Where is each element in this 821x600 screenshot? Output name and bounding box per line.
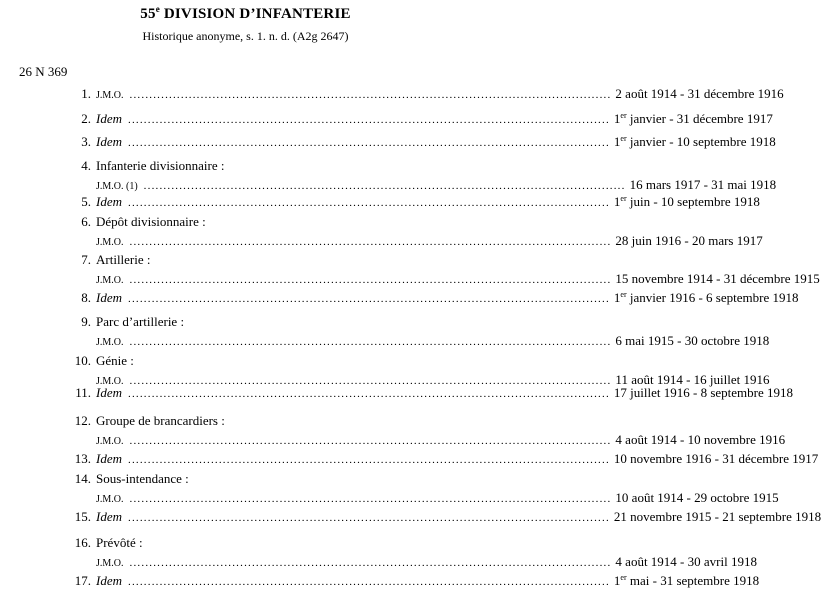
entry-heading: Infanterie divisionnaire : (96, 158, 225, 173)
entry-dates (615, 333, 769, 349)
entry-label: Idem (96, 111, 122, 126)
page-subtitle: Historique anonyme, s. 1. n. d. (A2g 2647) (142, 29, 349, 43)
dot-leader: .......................................................................................................................... (129, 236, 612, 248)
entry-label: J.M.O. (96, 436, 124, 447)
date-range: mai - 31 septembre 1918 (626, 573, 760, 588)
entry-dates (615, 233, 762, 249)
entry-dates (615, 86, 783, 102)
date-range: 10 août 1914 - 29 octobre 1915 (615, 490, 779, 505)
date-range: 16 mars 1917 - 31 mai 1918 (629, 177, 777, 192)
page-title (0, 6, 491, 23)
entry-line (96, 111, 773, 127)
date-range: 28 juin 1916 - 20 mars 1917 (615, 233, 763, 248)
entry-heading: Prévôté : (96, 535, 143, 550)
entry-dates (614, 111, 773, 127)
entry-dates (614, 451, 818, 467)
entry-number: 3. (81, 134, 91, 149)
date-day: 1 (613, 194, 621, 209)
entry-dates (614, 134, 776, 150)
entry-dates (614, 509, 821, 525)
date-ordinal: er (620, 573, 627, 582)
entry-dates (615, 554, 757, 570)
entry-number: 16. (74, 535, 91, 550)
entry-label: J.M.O. (96, 90, 124, 101)
entry-label: J.M.O. (96, 237, 124, 248)
entry-line (96, 333, 770, 349)
entry-number: 2. (81, 111, 91, 126)
entry-label: Idem (96, 290, 122, 305)
date-day: 1 (613, 290, 621, 305)
date-range: 6 mai 1915 - 30 octobre 1918 (615, 333, 770, 348)
entry-number: 11. (75, 385, 91, 400)
date-ordinal: er (620, 134, 627, 143)
entry-number: 12. (74, 413, 91, 428)
entry-line (96, 194, 760, 210)
entry-label: J.M.O. (1) (96, 181, 138, 192)
entry-heading: Artillerie : (96, 252, 151, 267)
dot-leader: .......................................................................................................................... (143, 180, 626, 192)
entry-number: 15. (74, 509, 91, 524)
dot-leader: .......................................................................................................................... (129, 557, 612, 569)
entry-heading: Parc d’artillerie : (96, 314, 185, 329)
date-range: janvier - 31 décembre 1917 (626, 111, 773, 126)
entry-number: 8. (81, 290, 91, 305)
entry-number: 9. (81, 314, 91, 329)
entry-number: 13. (74, 451, 91, 466)
entry-line (96, 432, 786, 448)
entry-heading: Génie : (96, 353, 134, 368)
entry-label: J.M.O. (96, 376, 124, 387)
entry-line (96, 134, 776, 150)
entry-line (96, 385, 793, 401)
entry-line (96, 573, 760, 589)
entry-label: Idem (96, 451, 122, 466)
date-ordinal: er (620, 194, 627, 203)
title-text: DIVISION D’INFANTERIE (159, 6, 351, 22)
date-range: 11 août 1914 - 16 juillet 1916 (615, 372, 770, 387)
date-range: 21 novembre 1915 - 21 septembre 1918 (613, 509, 821, 524)
dot-leader: .......................................................................................................................... (128, 576, 610, 588)
entry-dates (615, 271, 819, 287)
date-day: 1 (613, 134, 621, 149)
entry-label: J.M.O. (96, 337, 124, 348)
entry-line (96, 451, 819, 467)
entry-number: 1. (81, 86, 91, 101)
date-range: 15 novembre 1914 - 31 décembre 1915 (615, 271, 820, 286)
entry-heading: Dépôt divisionnaire : (96, 214, 206, 229)
date-range: 17 juillet 1916 - 8 septembre 1918 (613, 385, 793, 400)
entry-dates (615, 490, 778, 506)
entry-line (96, 490, 779, 506)
entry-label: J.M.O. (96, 558, 124, 569)
entry-heading: Groupe de brancardiers : (96, 413, 225, 428)
date-ordinal: er (620, 290, 627, 299)
archive-reference: 26 N 369 (19, 64, 68, 79)
date-range: janvier - 10 septembre 1918 (626, 134, 776, 149)
date-day: 1 (613, 111, 621, 126)
dot-leader: .......................................................................................................................... (129, 435, 612, 447)
entry-line (96, 233, 763, 249)
entry-dates (630, 177, 777, 193)
entry-dates (614, 194, 760, 210)
entry-number: 17. (74, 573, 91, 588)
entry-label: Idem (96, 134, 122, 149)
date-ordinal: er (620, 111, 627, 120)
date-range: 10 novembre 1916 - 31 décembre 1917 (613, 451, 819, 466)
entry-label: Idem (96, 385, 122, 400)
entry-number: 10. (74, 353, 91, 368)
title-superscript: e (155, 4, 160, 14)
dot-leader: .......................................................................................................................... (128, 512, 610, 524)
entry-label: Idem (96, 509, 122, 524)
entry-line (96, 86, 784, 102)
dot-leader: .......................................................................................................................... (128, 137, 610, 149)
dot-leader: .......................................................................................................................... (128, 114, 610, 126)
entry-line (96, 509, 821, 525)
dot-leader: .......................................................................................................................... (128, 293, 610, 305)
dot-leader: .......................................................................................................................... (128, 454, 610, 466)
date-day: 1 (613, 573, 621, 588)
entry-line (96, 271, 820, 287)
dot-leader: .......................................................................................................................... (129, 274, 612, 286)
entry-label: Idem (96, 573, 122, 588)
entry-heading: Sous-intendance : (96, 471, 189, 486)
entry-label: J.M.O. (96, 494, 124, 505)
entry-dates (614, 573, 759, 589)
entry-dates (614, 290, 799, 306)
dot-leader: .......................................................................................................................... (129, 493, 612, 505)
entry-number: 6. (81, 214, 91, 229)
date-range: 4 août 1914 - 10 novembre 1916 (615, 432, 786, 447)
entry-line (96, 177, 777, 193)
entry-line (96, 290, 799, 306)
entry-label: Idem (96, 194, 122, 209)
dot-leader: .......................................................................................................................... (129, 336, 612, 348)
date-range: juin - 10 septembre 1918 (626, 194, 760, 209)
entry-number: 7. (81, 252, 91, 267)
entry-line (96, 554, 757, 570)
dot-leader: .......................................................................................................................... (129, 89, 612, 101)
entry-number: 5. (81, 194, 91, 209)
date-range: janvier 1916 - 6 septembre 1918 (626, 290, 799, 305)
title-number: 55 (140, 6, 156, 22)
date-range: 2 août 1914 - 31 décembre 1916 (615, 86, 784, 101)
entry-number: 14. (74, 471, 91, 486)
dot-leader: .......................................................................................................................... (128, 388, 610, 400)
dot-leader: .......................................................................................................................... (128, 197, 610, 209)
entry-label: J.M.O. (96, 275, 124, 286)
date-range: 4 août 1914 - 30 avril 1918 (615, 554, 757, 569)
entry-number: 4. (81, 158, 91, 173)
entry-dates (614, 385, 793, 401)
entry-dates (615, 432, 785, 448)
dot-leader: .......................................................................................................................... (129, 375, 612, 387)
